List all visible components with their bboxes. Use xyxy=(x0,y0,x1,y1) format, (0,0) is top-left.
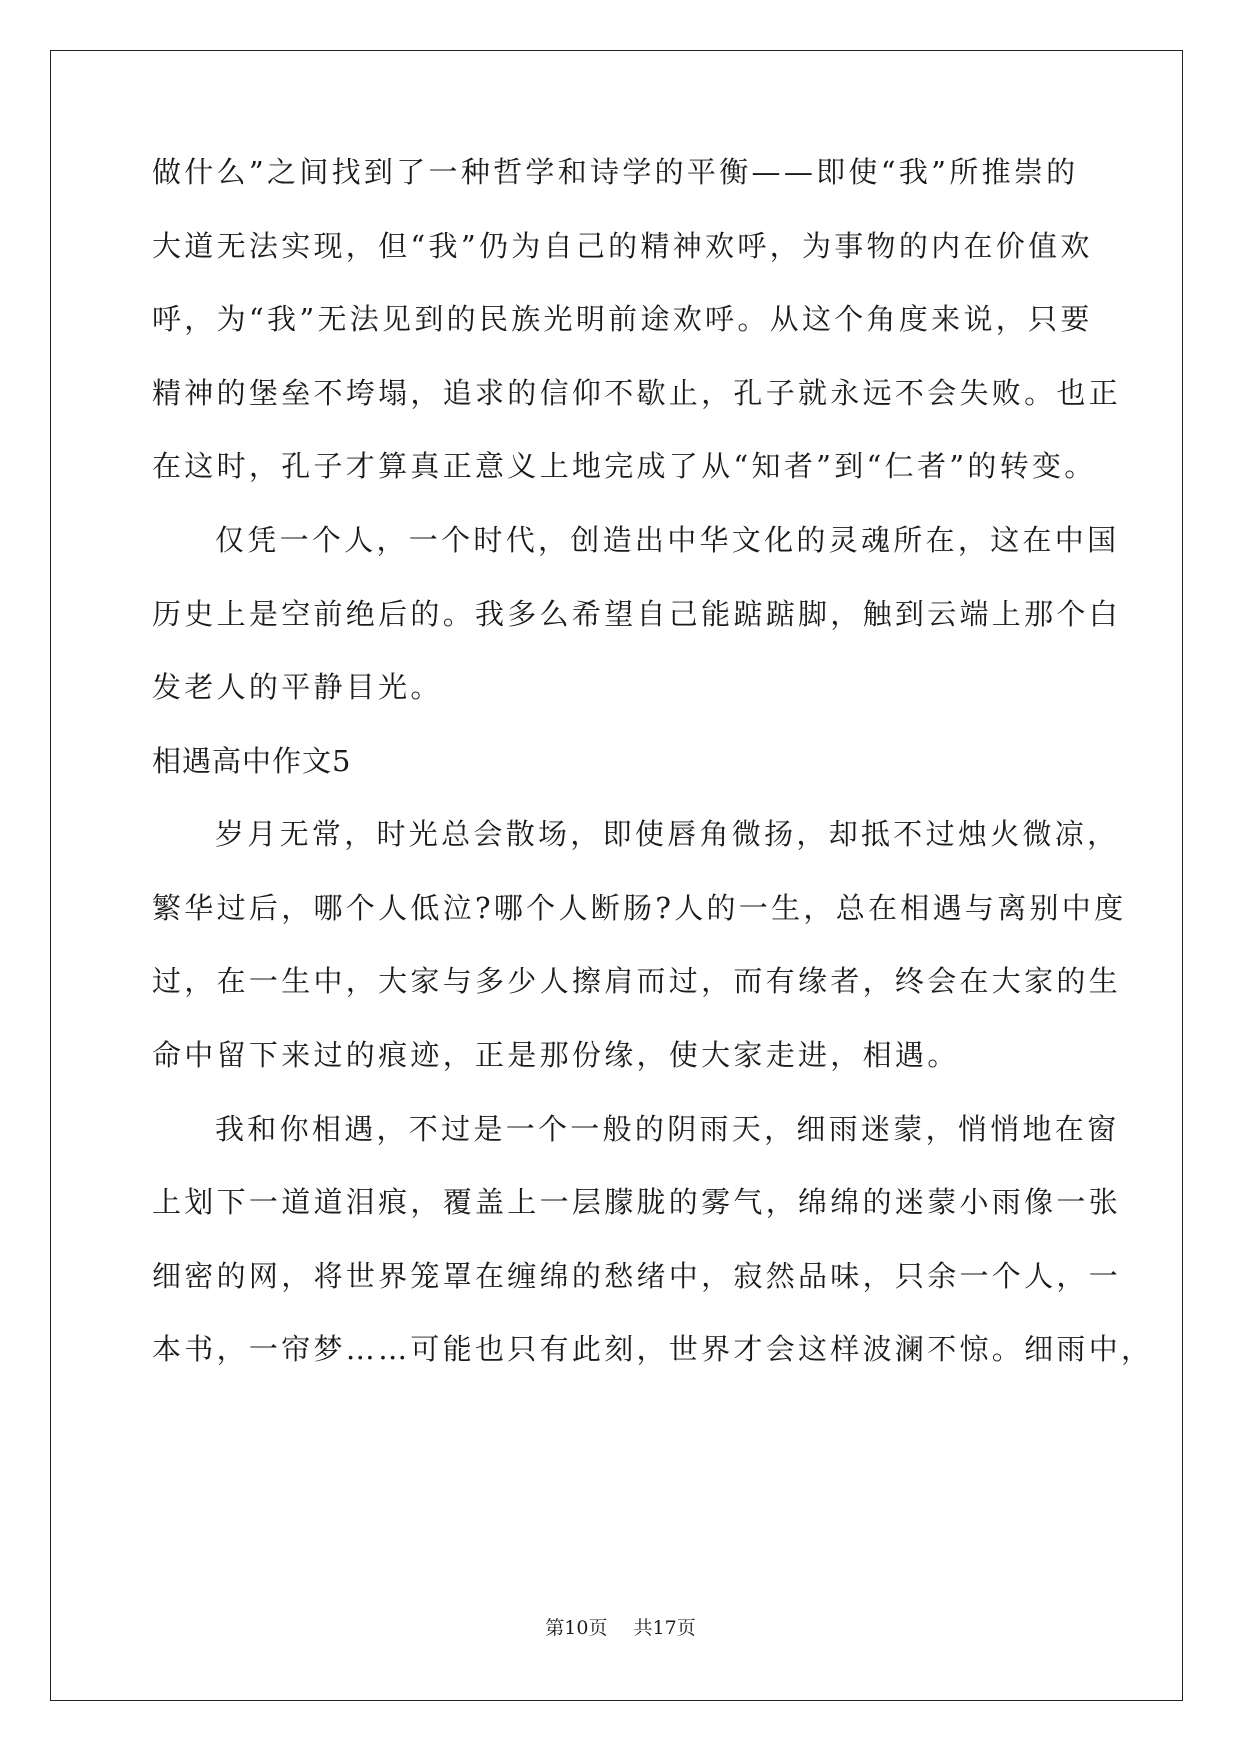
text-line: 我和你相遇，不过是一个一般的阴雨天，细雨迷蒙，悄悄地在窗 xyxy=(215,1112,1120,1146)
text-line: 命中留下来过的痕迹，正是那份缘，使大家走进，相遇。 xyxy=(152,1038,960,1072)
text-line: 上划下一道道泪痕，覆盖上一层朦胧的雾气，绵绵的迷蒙小雨像一张 xyxy=(152,1185,1122,1219)
text-line: 精神的堡垒不垮塌，追求的信仰不歇止，孔子就永远不会失败。也正 xyxy=(152,376,1122,410)
page-footer xyxy=(0,1616,1241,1640)
text-line: 做什么”之间找到了一种哲学和诗学的平衡——即使“我”所推崇的 xyxy=(152,155,1079,189)
text-line: 在这时，孔子才算真正意义上地完成了从“知者”到“仁者”的转变。 xyxy=(152,449,1097,483)
text-line: 繁华过后，哪个人低泣?哪个人断肠?人的一生，总在相遇与离别中度 xyxy=(152,891,1127,925)
text-line: 本书，一帘梦……可能也只有此刻，世界才会这样波澜不惊。细雨中， xyxy=(152,1332,1154,1366)
text-line: 呼，为“我”无法见到的民族光明前途欢呼。从这个角度来说，只要 xyxy=(152,302,1093,336)
text-line: 过，在一生中，大家与多少人擦肩而过，而有缘者，终会在大家的生 xyxy=(152,964,1122,998)
text-line: 细密的网，将世界笼罩在缠绵的愁绪中，寂然品味，只余一个人，一 xyxy=(152,1259,1122,1293)
text-line: 仅凭一个人，一个时代，创造出中华文化的灵魂所在，这在中国 xyxy=(215,523,1120,557)
page-border xyxy=(50,50,1183,1701)
page-number: 第10页 xyxy=(545,1617,608,1639)
text-line: 大道无法实现，但“我”仍为自己的精神欢呼，为事物的内在价值欢 xyxy=(152,229,1093,263)
text-line: 历史上是空前绝后的。我多么希望自己能踮踮脚，触到云端上那个白 xyxy=(152,597,1122,631)
section-heading: 相遇高中作文5 xyxy=(152,744,352,778)
page-total: 共17页 xyxy=(633,1617,696,1639)
text-line: 发老人的平静目光。 xyxy=(152,670,443,704)
text-line: 岁月无常，时光总会散场，即使唇角微扬，却抵不过烛火微凉， xyxy=(215,817,1120,851)
